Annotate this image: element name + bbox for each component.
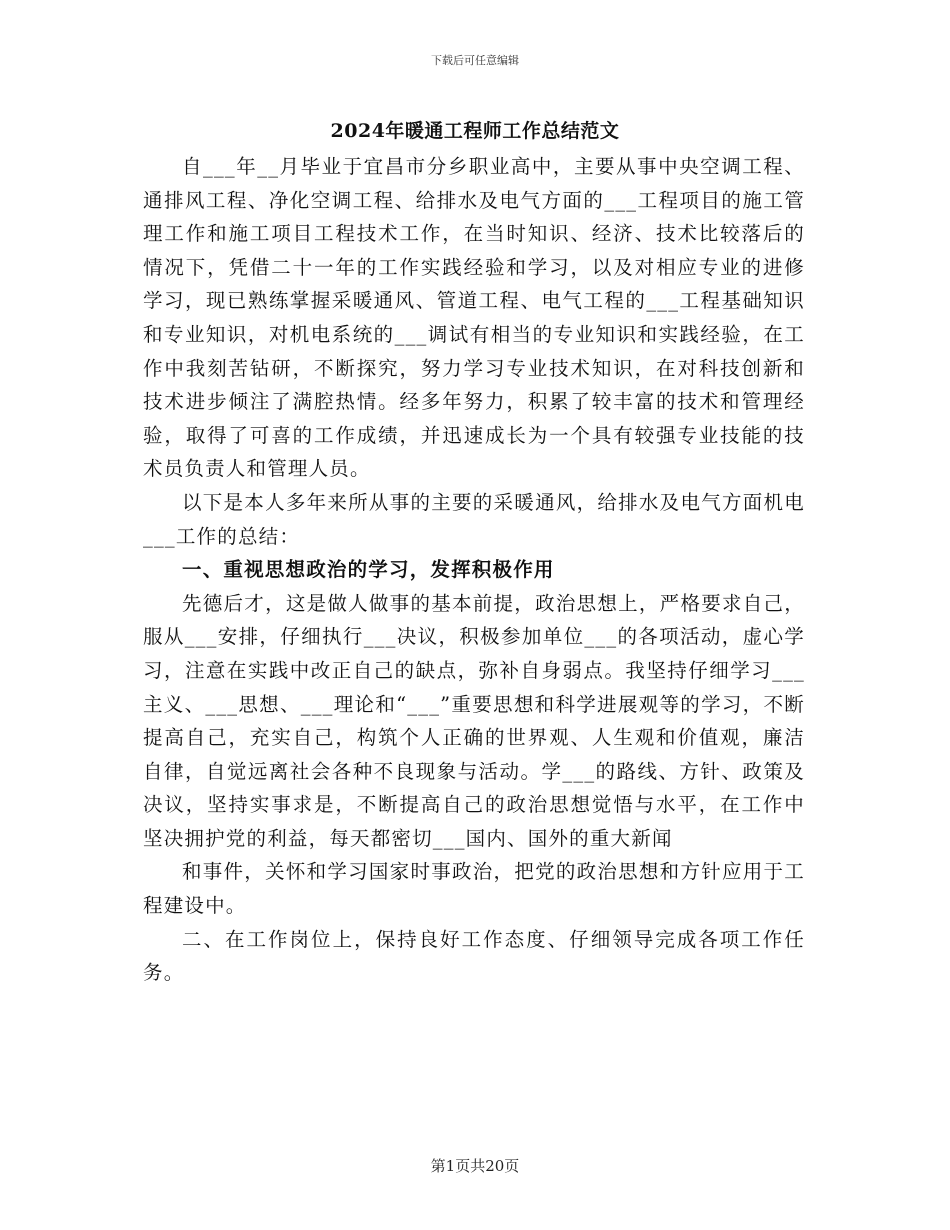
document-body bbox=[143, 150, 805, 990]
page-footer: 第1页共20页 bbox=[430, 1157, 520, 1175]
paragraph-intro: 自___年__月毕业于宜昌市分乡职业高中，主要从事中央空调工程、通排风工程、净化空调工程、给排水及电气方面的___工程项目的施工管理工作和施工项目工程技术工作，在当时知识、经济、技术比较落后的情况下，凭借二十一年的工作实践经验和学习，以及对相应专业的进修学习，现已熟练掌握采暖通风、管道工程、电气工程的___工程基础知识和专业知识，对机电系统的___调试有相当的专业知识和实践经验，在工作中我刻苦钻研，不断探究，努力学习专业技术知识，在对科技创新和技术进步倾注了满腔热情。经多年努力，积累了较丰富的技术和管理经验，取得了可喜的工作成绩，并迅速成长为一个具有较强专业技能的技术员负责人和管理人员。 bbox=[143, 155, 805, 481]
paragraph-summary-lead: 以下是本人多年来所从事的主要的采暖通风，给排水及电气方面机电___工作的总结： bbox=[143, 490, 805, 548]
paragraph-political-study: 先德后才，这是做人做事的基本前提，政治思想上，严格要求自己，服从___安排，仔细执行___决议，积极参加单位___的各项活动，虚心学习，注意在实践中改正自己的缺点，弥补自身弱点。我坚持仔细学习___主义、___思想、___理论和“___”重要思想和科学进展观等的学习，不断提高自己，充实自己，构筑个人正确的世界观、人生观和价值观，廉洁自律，自觉远离社会各种不良现象与活动。学___的路线、方针、政策及决议，坚持实事求是，不断提高自己的政治思想觉悟与水平，在工作中坚决拥护党的利益，每天都密切___国内、国外的重大新闻 bbox=[143, 591, 805, 850]
document-title: 2024年暖通工程师工作总结范文 bbox=[330, 120, 620, 142]
section-heading-2: 二、在工作岗位上，保持良好工作态度、仔细领导完成各项工作任务。 bbox=[143, 927, 805, 985]
section-heading-1: 一、重视思想政治的学习，发挥积极作用 bbox=[182, 558, 555, 582]
paragraph-political-study-cont: 和事件，关怀和学习国家时事政治，把党的政治思想和方针应用于工程建设中。 bbox=[143, 860, 805, 918]
header-note: 下载后可任意编辑 bbox=[431, 54, 519, 67]
